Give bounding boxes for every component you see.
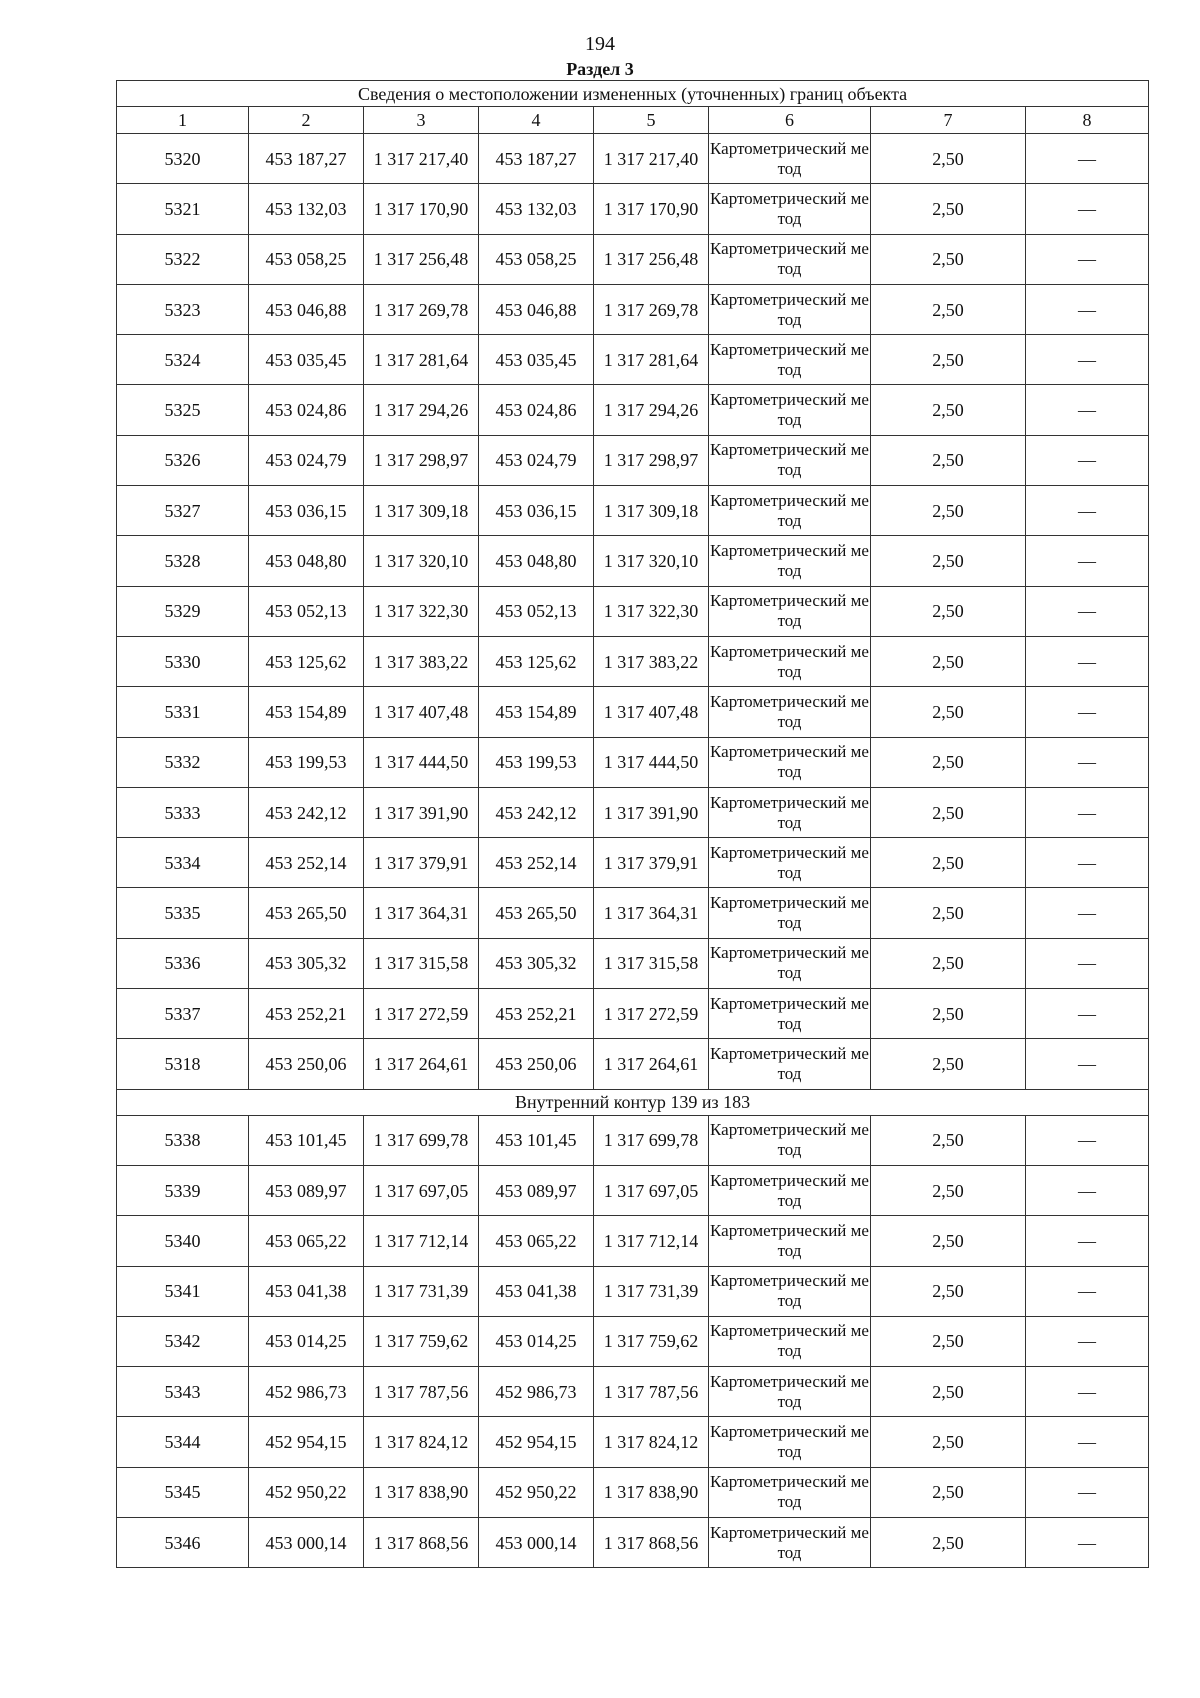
table-cell-col-5: 1 317 320,10 [594, 536, 709, 586]
table-cell-col-6: Картометрический метод [709, 1518, 871, 1568]
table-row [117, 989, 1149, 1039]
table-cell-col-5: 1 317 712,14 [594, 1216, 709, 1266]
table-cell-col-6: Картометрический метод [709, 938, 871, 988]
table-cell-col-8: — [1026, 586, 1149, 636]
table-row [117, 486, 1149, 536]
table-cell-col-5: 1 317 391,90 [594, 787, 709, 837]
table-cell-col-4: 453 101,45 [479, 1115, 594, 1165]
table-cell-col-2: 453 046,88 [249, 284, 364, 334]
table-cell-col-5: 1 317 759,62 [594, 1316, 709, 1366]
page-number: 194 [585, 33, 615, 55]
table-cell-col-7: 2,50 [871, 1417, 1026, 1467]
table-cell-col-3: 1 317 322,30 [364, 586, 479, 636]
table-row [117, 1115, 1149, 1165]
table-row [117, 1316, 1149, 1366]
table-cell-col-1: 5342 [117, 1316, 249, 1366]
column-header-3: 3 [364, 107, 479, 134]
table-cell-col-3: 1 317 838,90 [364, 1467, 479, 1517]
table-cell-col-1: 5322 [117, 234, 249, 284]
table-cell-col-6: Картометрический метод [709, 1316, 871, 1366]
table-cell-col-1: 5320 [117, 134, 249, 184]
table-cell-col-2: 453 132,03 [249, 184, 364, 234]
table-cell-col-3: 1 317 269,78 [364, 284, 479, 334]
table-cell-col-3: 1 317 444,50 [364, 737, 479, 787]
table-cell-col-4: 453 154,89 [479, 687, 594, 737]
table-cell-col-6: Картометрический метод [709, 787, 871, 837]
contour-label: Внутренний контур 139 из 183 [117, 1089, 1149, 1115]
table-cell-col-5: 1 317 444,50 [594, 737, 709, 787]
table-cell-col-8: — [1026, 838, 1149, 888]
table-cell-col-3: 1 317 787,56 [364, 1367, 479, 1417]
table-row [117, 1518, 1149, 1568]
table-cell-col-1: 5321 [117, 184, 249, 234]
table-cell-col-3: 1 317 315,58 [364, 938, 479, 988]
table-cell-col-8: — [1026, 636, 1149, 686]
table-cell-col-2: 453 000,14 [249, 1518, 364, 1568]
table-cell-col-6: Картометрический метод [709, 435, 871, 485]
table-cell-col-2: 453 024,86 [249, 385, 364, 435]
table-cell-col-1: 5325 [117, 385, 249, 435]
table-cell-col-2: 453 014,25 [249, 1316, 364, 1366]
table-cell-col-6: Картометрический метод [709, 888, 871, 938]
table-cell-col-7: 2,50 [871, 1266, 1026, 1316]
table-cell-col-2: 453 199,53 [249, 737, 364, 787]
table-cell-col-4: 453 052,13 [479, 586, 594, 636]
column-header-8: 8 [1026, 107, 1149, 134]
table-cell-col-8: — [1026, 687, 1149, 737]
table-cell-col-2: 453 035,45 [249, 335, 364, 385]
table-cell-col-5: 1 317 269,78 [594, 284, 709, 334]
table-cell-col-7: 2,50 [871, 536, 1026, 586]
table-cell-col-2: 453 187,27 [249, 134, 364, 184]
table-cell-col-8: — [1026, 1216, 1149, 1266]
table-cell-col-4: 453 250,06 [479, 1039, 594, 1089]
table-cell-col-5: 1 317 697,05 [594, 1165, 709, 1215]
table-cell-col-8: — [1026, 335, 1149, 385]
table-cell-col-1: 5339 [117, 1165, 249, 1215]
table-cell-col-8: — [1026, 134, 1149, 184]
table-cell-col-2: 453 252,14 [249, 838, 364, 888]
table-cell-col-7: 2,50 [871, 787, 1026, 837]
table-cell-col-3: 1 317 264,61 [364, 1039, 479, 1089]
table-cell-col-1: 5335 [117, 888, 249, 938]
table-cell-col-4: 453 252,14 [479, 838, 594, 888]
table-cell-col-7: 2,50 [871, 385, 1026, 435]
table-cell-col-8: — [1026, 938, 1149, 988]
table-row [117, 1165, 1149, 1215]
column-header-1: 1 [117, 107, 249, 134]
table-cell-col-8: — [1026, 1467, 1149, 1517]
column-header-2: 2 [249, 107, 364, 134]
table-row [117, 1039, 1149, 1089]
table-caption: Сведения о местоположении измененных (уточненных) границ объекта [117, 81, 1149, 107]
table-cell-col-8: — [1026, 1316, 1149, 1366]
table-cell-col-5: 1 317 731,39 [594, 1266, 709, 1316]
table-cell-col-7: 2,50 [871, 1216, 1026, 1266]
table-cell-col-2: 452 954,15 [249, 1417, 364, 1467]
table-cell-col-8: — [1026, 737, 1149, 787]
table-cell-col-1: 5329 [117, 586, 249, 636]
table-cell-col-8: — [1026, 989, 1149, 1039]
table-cell-col-7: 2,50 [871, 1039, 1026, 1089]
table-cell-col-1: 5324 [117, 335, 249, 385]
table-row [117, 134, 1149, 184]
table-row [117, 636, 1149, 686]
table-cell-col-6: Картометрический метод [709, 134, 871, 184]
table-cell-col-1: 5334 [117, 838, 249, 888]
table-cell-col-4: 453 058,25 [479, 234, 594, 284]
table-cell-col-4: 453 089,97 [479, 1165, 594, 1215]
table-cell-col-1: 5340 [117, 1216, 249, 1266]
table-cell-col-5: 1 317 264,61 [594, 1039, 709, 1089]
table-cell-col-3: 1 317 281,64 [364, 335, 479, 385]
table-row [117, 335, 1149, 385]
table-cell-col-5: 1 317 281,64 [594, 335, 709, 385]
table-cell-col-6: Картометрический метод [709, 687, 871, 737]
table-cell-col-1: 5345 [117, 1467, 249, 1517]
table-cell-col-2: 453 036,15 [249, 486, 364, 536]
table-cell-col-4: 453 305,32 [479, 938, 594, 988]
table-cell-col-2: 453 125,62 [249, 636, 364, 686]
table-row [117, 888, 1149, 938]
table-cell-col-8: — [1026, 536, 1149, 586]
table-cell-col-3: 1 317 272,59 [364, 989, 479, 1039]
table-cell-col-6: Картометрический метод [709, 1467, 871, 1517]
table-cell-col-5: 1 317 364,31 [594, 888, 709, 938]
table-cell-col-4: 453 041,38 [479, 1266, 594, 1316]
table-cell-col-8: — [1026, 1367, 1149, 1417]
table-cell-col-4: 453 132,03 [479, 184, 594, 234]
table-row [117, 1266, 1149, 1316]
table-cell-col-1: 5346 [117, 1518, 249, 1568]
table-cell-col-5: 1 317 868,56 [594, 1518, 709, 1568]
table-cell-col-6: Картометрический метод [709, 184, 871, 234]
table-cell-col-1: 5318 [117, 1039, 249, 1089]
table-cell-col-6: Картометрический метод [709, 1216, 871, 1266]
table-cell-col-7: 2,50 [871, 134, 1026, 184]
table-cell-col-4: 453 035,45 [479, 335, 594, 385]
table-cell-col-4: 452 950,22 [479, 1467, 594, 1517]
table-cell-col-7: 2,50 [871, 687, 1026, 737]
table-cell-col-2: 452 986,73 [249, 1367, 364, 1417]
table-cell-col-3: 1 317 697,05 [364, 1165, 479, 1215]
table-cell-col-7: 2,50 [871, 234, 1026, 284]
table-cell-col-8: — [1026, 385, 1149, 435]
table-cell-col-3: 1 317 364,31 [364, 888, 479, 938]
table-row [117, 184, 1149, 234]
table-cell-col-6: Картометрический метод [709, 989, 871, 1039]
table-cell-col-1: 5337 [117, 989, 249, 1039]
table-cell-col-2: 453 052,13 [249, 586, 364, 636]
table-row [117, 838, 1149, 888]
table-cell-col-6: Картометрический метод [709, 1039, 871, 1089]
table-cell-col-4: 453 265,50 [479, 888, 594, 938]
table-cell-col-2: 453 101,45 [249, 1115, 364, 1165]
table-cell-col-1: 5333 [117, 787, 249, 837]
table-cell-col-1: 5323 [117, 284, 249, 334]
table-cell-col-7: 2,50 [871, 636, 1026, 686]
table-cell-col-6: Картометрический метод [709, 1417, 871, 1467]
table-cell-col-3: 1 317 824,12 [364, 1417, 479, 1467]
table-cell-col-5: 1 317 383,22 [594, 636, 709, 686]
table-cell-col-5: 1 317 217,40 [594, 134, 709, 184]
table-cell-col-3: 1 317 868,56 [364, 1518, 479, 1568]
table-cell-col-2: 453 065,22 [249, 1216, 364, 1266]
table-cell-col-4: 453 242,12 [479, 787, 594, 837]
table-row [117, 586, 1149, 636]
table-cell-col-7: 2,50 [871, 486, 1026, 536]
table-cell-col-7: 2,50 [871, 435, 1026, 485]
table-cell-col-4: 452 986,73 [479, 1367, 594, 1417]
table-body [117, 134, 1149, 1568]
table-cell-col-7: 2,50 [871, 1115, 1026, 1165]
table-cell-col-3: 1 317 320,10 [364, 536, 479, 586]
table-cell-col-6: Картометрический метод [709, 486, 871, 536]
table-cell-col-1: 5344 [117, 1417, 249, 1467]
table-row [117, 938, 1149, 988]
table-row [117, 1367, 1149, 1417]
table-cell-col-2: 453 154,89 [249, 687, 364, 737]
table-cell-col-8: — [1026, 1039, 1149, 1089]
table-cell-col-8: — [1026, 184, 1149, 234]
table-cell-col-4: 453 024,86 [479, 385, 594, 435]
table-cell-col-8: — [1026, 1266, 1149, 1316]
table-cell-col-7: 2,50 [871, 888, 1026, 938]
table-cell-col-5: 1 317 298,97 [594, 435, 709, 485]
table-cell-col-6: Картометрический метод [709, 737, 871, 787]
table-cell-col-2: 452 950,22 [249, 1467, 364, 1517]
table-cell-col-7: 2,50 [871, 335, 1026, 385]
table-cell-col-7: 2,50 [871, 284, 1026, 334]
table-cell-col-3: 1 317 298,97 [364, 435, 479, 485]
table-cell-col-4: 453 125,62 [479, 636, 594, 686]
table-cell-col-2: 453 250,06 [249, 1039, 364, 1089]
column-header-5: 5 [594, 107, 709, 134]
table-row [117, 385, 1149, 435]
table-cell-col-1: 5332 [117, 737, 249, 787]
table-cell-col-7: 2,50 [871, 1316, 1026, 1366]
table-cell-col-7: 2,50 [871, 1367, 1026, 1417]
table-cell-col-2: 453 058,25 [249, 234, 364, 284]
table-cell-col-8: — [1026, 284, 1149, 334]
column-header-7: 7 [871, 107, 1026, 134]
table-cell-col-3: 1 317 731,39 [364, 1266, 479, 1316]
table-cell-col-2: 453 089,97 [249, 1165, 364, 1215]
table-cell-col-2: 453 048,80 [249, 536, 364, 586]
table-cell-col-6: Картометрический метод [709, 284, 871, 334]
table-cell-col-5: 1 317 379,91 [594, 838, 709, 888]
table-cell-col-7: 2,50 [871, 1165, 1026, 1215]
table-cell-col-3: 1 317 309,18 [364, 486, 479, 536]
table-cell-col-4: 453 000,14 [479, 1518, 594, 1568]
table-cell-col-5: 1 317 170,90 [594, 184, 709, 234]
table-row [117, 284, 1149, 334]
table-cell-col-3: 1 317 407,48 [364, 687, 479, 737]
table-row [117, 435, 1149, 485]
table-cell-col-4: 453 036,15 [479, 486, 594, 536]
column-header-4: 4 [479, 107, 594, 134]
table-cell-col-4: 452 954,15 [479, 1417, 594, 1467]
table-cell-col-4: 453 252,21 [479, 989, 594, 1039]
table-cell-col-8: — [1026, 435, 1149, 485]
table-cell-col-6: Картометрический метод [709, 1266, 871, 1316]
table-cell-col-1: 5327 [117, 486, 249, 536]
table-cell-col-5: 1 317 838,90 [594, 1467, 709, 1517]
table-cell-col-5: 1 317 309,18 [594, 486, 709, 536]
table-cell-col-1: 5330 [117, 636, 249, 686]
section-title: Раздел 3 [566, 59, 634, 79]
table-cell-col-4: 453 014,25 [479, 1316, 594, 1366]
table-cell-col-3: 1 317 379,91 [364, 838, 479, 888]
table-cell-col-6: Картометрический метод [709, 838, 871, 888]
table-cell-col-7: 2,50 [871, 989, 1026, 1039]
table-row [117, 1417, 1149, 1467]
table-cell-col-2: 453 305,32 [249, 938, 364, 988]
table-cell-col-3: 1 317 391,90 [364, 787, 479, 837]
table-cell-col-7: 2,50 [871, 1467, 1026, 1517]
table-cell-col-2: 453 242,12 [249, 787, 364, 837]
table-cell-col-4: 453 065,22 [479, 1216, 594, 1266]
table-cell-col-3: 1 317 256,48 [364, 234, 479, 284]
table-cell-col-1: 5336 [117, 938, 249, 988]
table-cell-col-5: 1 317 272,59 [594, 989, 709, 1039]
table-cell-col-7: 2,50 [871, 737, 1026, 787]
table-cell-col-1: 5326 [117, 435, 249, 485]
table-cell-col-5: 1 317 322,30 [594, 586, 709, 636]
coordinates-table [116, 80, 1149, 1568]
table-row [117, 687, 1149, 737]
table-header-row [117, 107, 1149, 134]
table-cell-col-1: 5338 [117, 1115, 249, 1165]
table-row [117, 536, 1149, 586]
table-cell-col-3: 1 317 217,40 [364, 134, 479, 184]
table-cell-col-5: 1 317 824,12 [594, 1417, 709, 1467]
column-header-6: 6 [709, 107, 871, 134]
table-cell-col-5: 1 317 256,48 [594, 234, 709, 284]
table-cell-col-8: — [1026, 1165, 1149, 1215]
table-cell-col-7: 2,50 [871, 184, 1026, 234]
table-cell-col-8: — [1026, 486, 1149, 536]
table-row [117, 1216, 1149, 1266]
table-cell-col-6: Картометрический метод [709, 636, 871, 686]
table-cell-col-5: 1 317 699,78 [594, 1115, 709, 1165]
table-cell-col-6: Картометрический метод [709, 1367, 871, 1417]
table-cell-col-3: 1 317 712,14 [364, 1216, 479, 1266]
table-cell-col-6: Картометрический метод [709, 536, 871, 586]
table-cell-col-8: — [1026, 1417, 1149, 1467]
table-cell-col-3: 1 317 170,90 [364, 184, 479, 234]
table-cell-col-6: Картометрический метод [709, 586, 871, 636]
table-cell-col-4: 453 046,88 [479, 284, 594, 334]
table-cell-col-1: 5331 [117, 687, 249, 737]
table-cell-col-2: 453 024,79 [249, 435, 364, 485]
table-cell-col-7: 2,50 [871, 838, 1026, 888]
contour-label-row [117, 1089, 1149, 1115]
table-cell-col-4: 453 187,27 [479, 134, 594, 184]
table-row [117, 737, 1149, 787]
table-cell-col-4: 453 048,80 [479, 536, 594, 586]
table-cell-col-5: 1 317 315,58 [594, 938, 709, 988]
table-row [117, 1467, 1149, 1517]
table-cell-col-4: 453 199,53 [479, 737, 594, 787]
table-cell-col-3: 1 317 294,26 [364, 385, 479, 435]
table-cell-col-8: — [1026, 787, 1149, 837]
table-row [117, 234, 1149, 284]
table-cell-col-8: — [1026, 1518, 1149, 1568]
table-cell-col-7: 2,50 [871, 586, 1026, 636]
table-cell-col-8: — [1026, 888, 1149, 938]
table-cell-col-8: — [1026, 1115, 1149, 1165]
table-cell-col-4: 453 024,79 [479, 435, 594, 485]
table-cell-col-5: 1 317 294,26 [594, 385, 709, 435]
table-cell-col-1: 5343 [117, 1367, 249, 1417]
table-cell-col-5: 1 317 787,56 [594, 1367, 709, 1417]
table-cell-col-7: 2,50 [871, 1518, 1026, 1568]
table-cell-col-2: 453 265,50 [249, 888, 364, 938]
table-cell-col-3: 1 317 383,22 [364, 636, 479, 686]
table-row [117, 787, 1149, 837]
table-cell-col-3: 1 317 759,62 [364, 1316, 479, 1366]
table-cell-col-2: 453 252,21 [249, 989, 364, 1039]
table-cell-col-6: Картометрический метод [709, 1165, 871, 1215]
table-cell-col-6: Картометрический метод [709, 234, 871, 284]
table-cell-col-8: — [1026, 234, 1149, 284]
table-cell-col-5: 1 317 407,48 [594, 687, 709, 737]
table-cell-col-6: Картометрический метод [709, 335, 871, 385]
table-cell-col-6: Картометрический метод [709, 1115, 871, 1165]
table-cell-col-1: 5341 [117, 1266, 249, 1316]
table-cell-col-2: 453 041,38 [249, 1266, 364, 1316]
table-cell-col-7: 2,50 [871, 938, 1026, 988]
table-cell-col-1: 5328 [117, 536, 249, 586]
table-cell-col-3: 1 317 699,78 [364, 1115, 479, 1165]
table-cell-col-6: Картометрический метод [709, 385, 871, 435]
